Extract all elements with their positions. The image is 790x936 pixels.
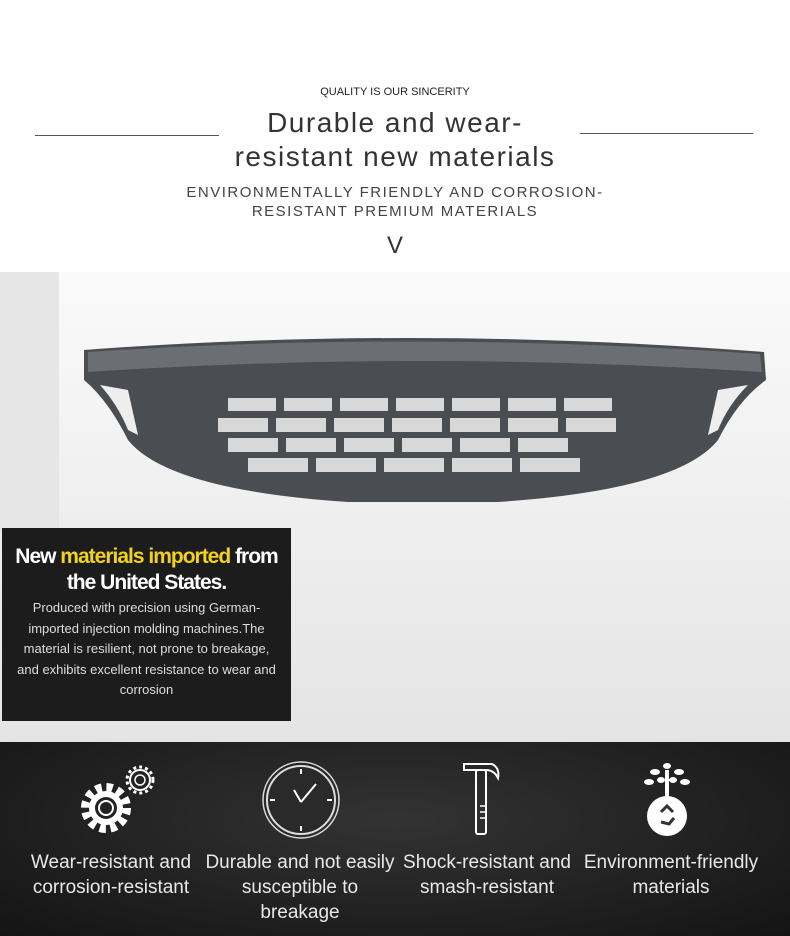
- feature-label: Shock-resistant and smash-resistant: [403, 852, 571, 898]
- heading-pre: New: [15, 545, 61, 568]
- heading-highlight: materials imported: [60, 545, 231, 568]
- card-body: Produced with precision using German-imported injection molding machines.The material is resilient, not prone to breakage, and exhibits excellent resistance to wear and corrosion: [17, 600, 276, 697]
- materials-info-card: [2, 528, 291, 721]
- feature-label: Environment-friendly materials: [583, 852, 759, 898]
- hammer-icon: [462, 760, 502, 836]
- photo-strip: [0, 272, 59, 532]
- subtitle-line-1: ENVIRONMENTALLY FRIENDLY AND CORROSION-: [186, 184, 604, 201]
- features-section: [0, 742, 790, 936]
- gears-icon: [78, 760, 158, 835]
- title-line-1: Durable and wear-: [267, 107, 523, 138]
- feature-label: Wear-resistant and corrosion-resistant: [30, 852, 192, 898]
- subtitle-line-2: RESISTANT PREMIUM MATERIALS: [251, 203, 539, 220]
- subtitle: [0, 183, 790, 221]
- heading-line-2: the United States.: [66, 571, 227, 594]
- title-line-2: resistant new materials: [234, 141, 556, 172]
- tagline: QUALITY IS OUR SINCERITY: [320, 86, 470, 98]
- grille-image: [78, 330, 770, 525]
- heading-post: from: [230, 545, 278, 568]
- chevron-down-icon: V: [386, 232, 403, 259]
- card-heading: [2, 544, 291, 596]
- tree-recycle-icon: [641, 760, 693, 836]
- page-title: [0, 106, 790, 174]
- feature-label: Durable and not easily susceptible to breakage: [205, 852, 395, 923]
- clock-icon: [261, 760, 341, 840]
